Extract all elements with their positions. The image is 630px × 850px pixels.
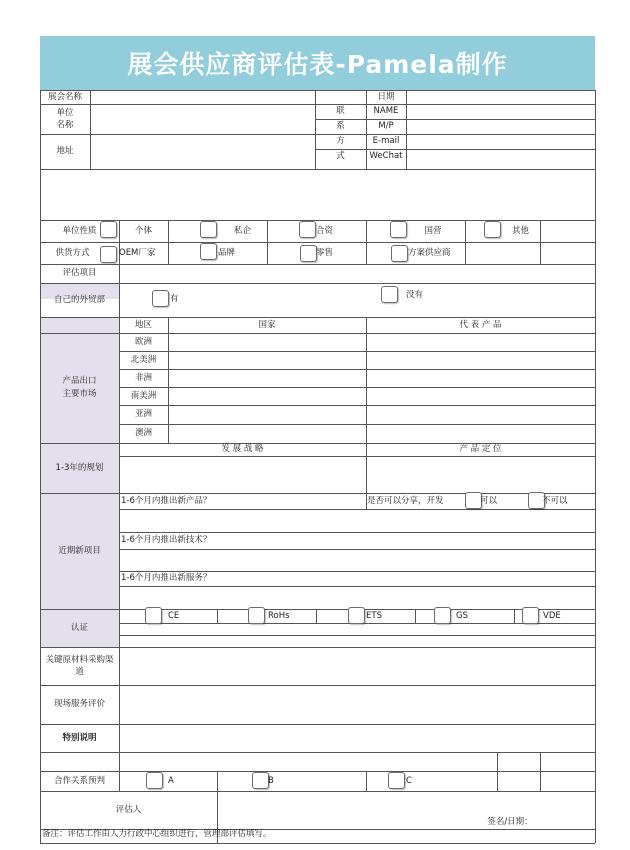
foreign-trade-no-label: 没有: [406, 289, 424, 300]
special-notes-label: 特别说明: [62, 732, 97, 743]
signature-date-label: 签名/日期：: [487, 816, 533, 827]
contact-char-4: 式: [336, 151, 345, 161]
cooperation-a-checkbox[interactable]: [146, 772, 163, 789]
supply-oem-label: OEM厂家: [119, 247, 156, 258]
nature-state-label: 国营: [424, 225, 442, 236]
cert-gs-checkbox[interactable]: [434, 607, 451, 624]
nature-joint-label: 合资: [316, 225, 334, 236]
mobile-field-label: M/P: [378, 121, 394, 131]
region-south-america: 南美洲: [130, 390, 157, 401]
share-cannot-label: 不可以: [542, 495, 568, 506]
cert-ets-label: ETS: [366, 610, 382, 621]
exhibition-name-label: 展会名称: [47, 91, 82, 102]
foreign-trade-yes-label: 有: [170, 293, 179, 304]
name-field-label: NAME: [373, 106, 399, 116]
cooperation-c-label: C: [406, 775, 412, 786]
onsite-service-label: 现场服务评价: [53, 699, 105, 709]
supply-mode-label: 供货方式: [55, 247, 90, 258]
company-name-label: 单位 名称: [56, 108, 74, 130]
cert-vde-label: VDE: [543, 610, 561, 621]
evaluation-items-label: 评估项目: [62, 268, 97, 278]
new-service-question: 1-6个月内推出新服务？: [121, 573, 212, 583]
cert-ce-label: CE: [168, 610, 180, 621]
supply-brand-checkbox[interactable]: [200, 243, 217, 260]
label-bg-region: [40, 317, 119, 333]
nature-private-checkbox[interactable]: [200, 221, 217, 238]
contact-char-2: 系: [336, 121, 345, 131]
cooperation-label: 合作关系预判: [53, 775, 105, 786]
nature-other-checkbox[interactable]: [484, 221, 501, 238]
share-can-label: 可以: [480, 495, 498, 506]
nature-individual-label: 个体: [134, 225, 152, 236]
evaluator-label: 评估人: [115, 804, 142, 815]
nature-state-checkbox[interactable]: [390, 221, 407, 238]
strategy-header: 发 展 战 略: [221, 444, 264, 454]
form-title: 展会供应商评估表-Pamela制作: [40, 36, 595, 90]
foreign-trade-no-checkbox[interactable]: [381, 286, 398, 303]
cert-rohs-label: RoHs: [268, 610, 290, 621]
contact-char-1: 联: [336, 106, 345, 116]
markets-label: 产品出口 主要市场: [62, 376, 97, 399]
region-oceania: 澳洲: [134, 428, 152, 438]
cooperation-b-label: B: [268, 775, 274, 786]
foreign-trade-label: 自己的外贸部: [53, 294, 105, 305]
country-header: 国家: [258, 319, 276, 330]
contact-char-3: 方: [336, 136, 345, 146]
region-asia: 亚洲: [134, 409, 152, 419]
new-tech-question: 1-6个月内推出新技术？: [121, 535, 212, 545]
evaluation-form-page: [40, 36, 595, 839]
region-africa: 非洲: [134, 372, 152, 383]
wechat-field-label: WeChat: [369, 151, 403, 161]
company-nature-label: 单位性质: [62, 225, 97, 236]
positioning-header: 产 品 定 位: [459, 444, 502, 454]
cert-ce-checkbox[interactable]: [145, 607, 162, 624]
address-label: 地址: [56, 146, 74, 156]
cert-gs-label: GS: [456, 610, 468, 621]
certification-label: 认证: [70, 622, 88, 633]
cert-rohs-checkbox[interactable]: [248, 607, 265, 624]
supply-brand-label: 品牌: [218, 247, 236, 258]
supply-retail-label: 零售: [316, 247, 334, 258]
cert-vde-checkbox[interactable]: [522, 607, 539, 624]
supply-oem-checkbox[interactable]: [100, 246, 117, 263]
share-question: 是否可以分享，开发: [367, 495, 444, 506]
foreign-trade-yes-checkbox[interactable]: [152, 290, 169, 307]
cert-ets-checkbox[interactable]: [348, 607, 365, 624]
region-north-america: 北美洲: [130, 354, 157, 365]
supply-solution-label: 方案供应商: [408, 247, 451, 258]
region-europe: 欧洲: [134, 336, 152, 347]
email-field-label: E-mail: [372, 136, 400, 146]
cooperation-a-label: A: [168, 775, 174, 786]
plan-label: 1-3年的规划: [55, 462, 104, 473]
nature-other-label: 其他: [511, 225, 529, 236]
raw-material-label: 关键原材料采购渠 道: [45, 655, 114, 677]
date-label: 日期: [377, 91, 395, 102]
cooperation-c-checkbox[interactable]: [388, 772, 405, 789]
nature-individual-checkbox[interactable]: [100, 221, 117, 238]
new-products-question: 1-6个月内推出新产品？: [121, 495, 212, 506]
nature-private-label: 私企: [233, 225, 251, 236]
region-header: 地区: [134, 319, 152, 330]
recent-projects-label: 近期新项目: [58, 545, 101, 556]
product-header: 代 表 产 品: [459, 319, 502, 330]
footer-note: 备注：评估工作由人力行政中心组织进行，管理部评估填写。: [42, 829, 272, 839]
